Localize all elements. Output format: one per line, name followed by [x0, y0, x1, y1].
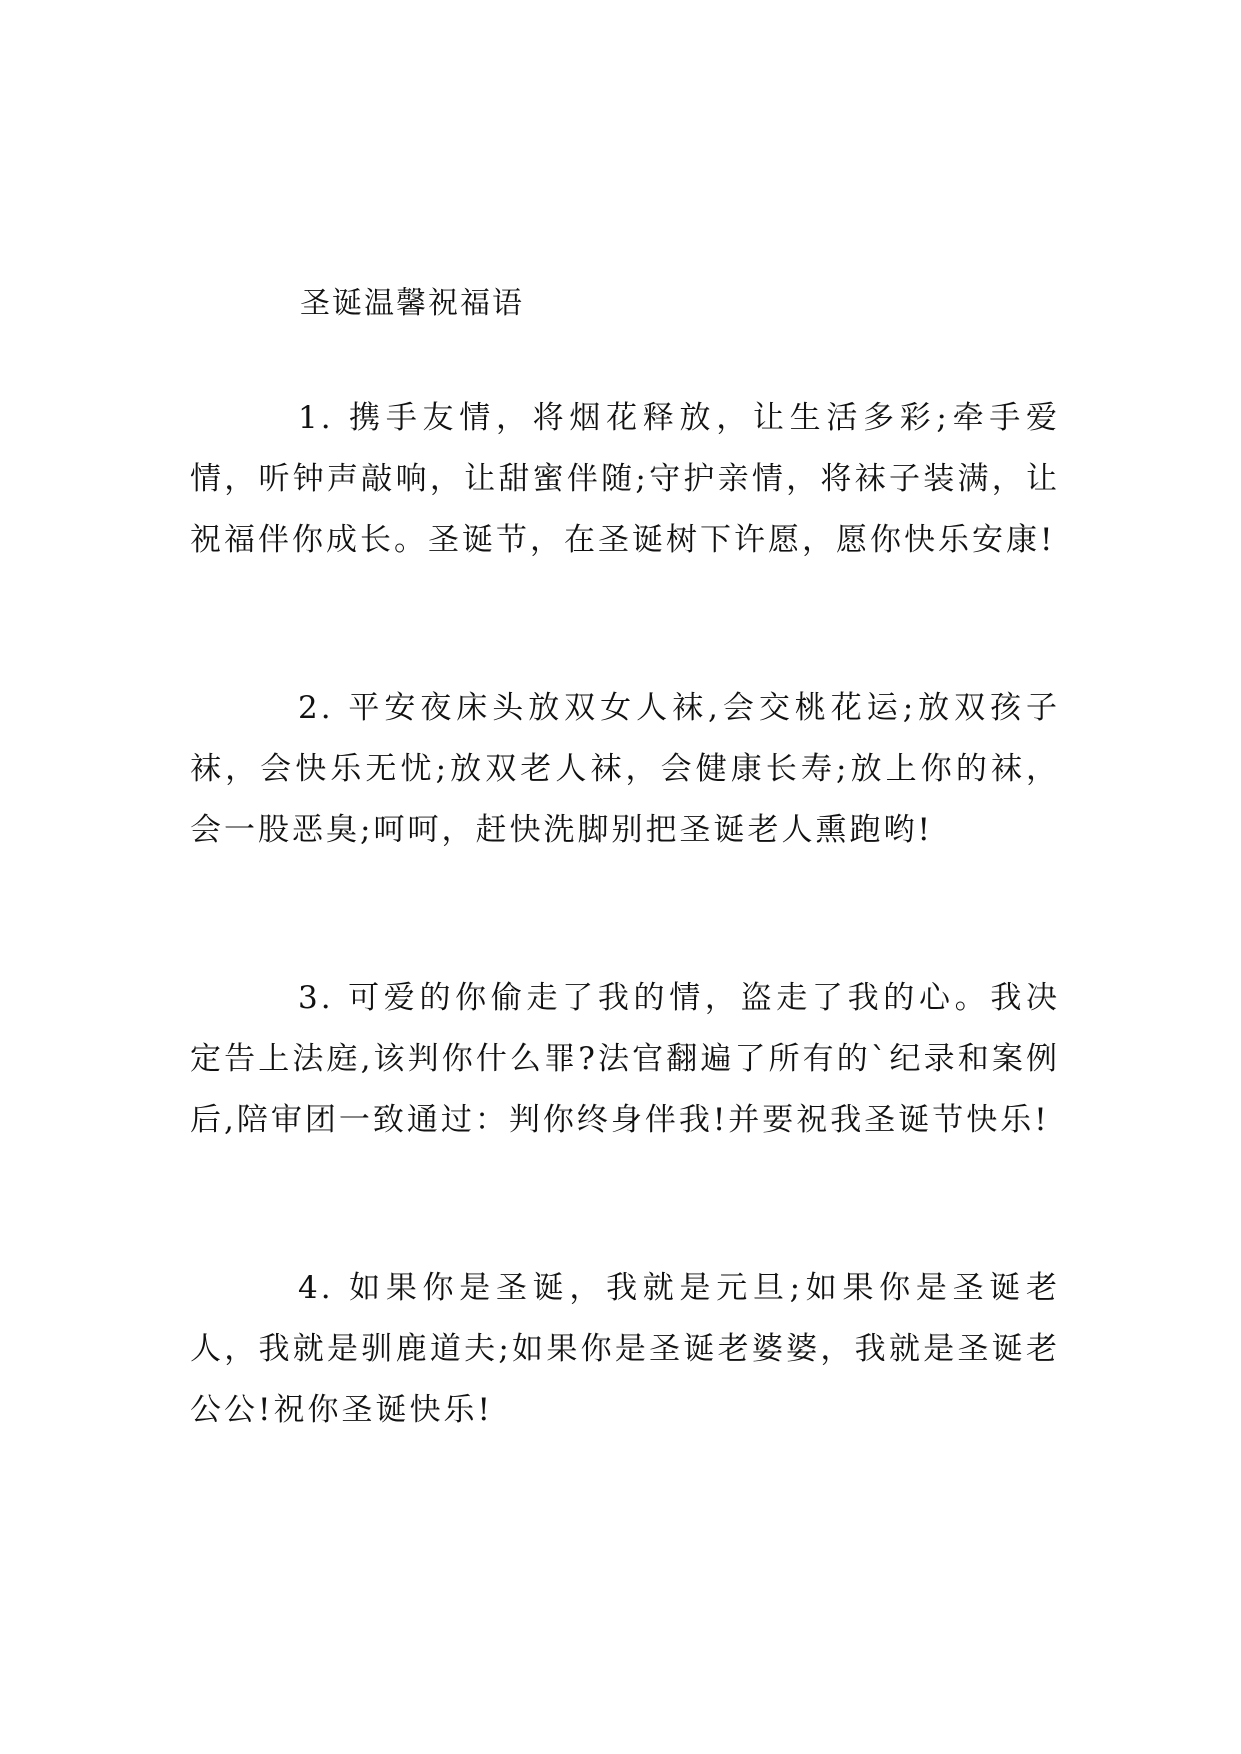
- paragraph-3: 3. 可爱的你偷走了我的情，盗走了我的心。我决定告上法庭,该判你什么罪?法官翻遍了所有的`纪录和案例后,陪审团一致通过：判你终身伴我!并要祝我圣诞节快乐!: [190, 980, 1060, 1138]
- paragraph-2: 2. 平安夜床头放双女人袜,会交桃花运;放双孩子袜，会快乐无忧;放双老人袜，会健康长寿;放上你的袜，会一股恶臭;呵呵，赶快洗脚别把圣诞老人熏跑哟!: [190, 690, 1060, 848]
- paragraph-1: 1. 携手友情，将烟花释放，让生活多彩;牵手爱情，听钟声敲响，让甜蜜伴随;守护亲情，将袜子装满，让祝福伴你成长。圣诞节，在圣诞树下许愿，愿你快乐安康!: [190, 400, 1060, 558]
- document-title: 圣诞温馨祝福语: [300, 286, 524, 321]
- paragraph-4: 4. 如果你是圣诞，我就是元旦;如果你是圣诞老人，我就是驯鹿道夫;如果你是圣诞老婆婆，我就是圣诞老公公!祝你圣诞快乐!: [190, 1270, 1060, 1428]
